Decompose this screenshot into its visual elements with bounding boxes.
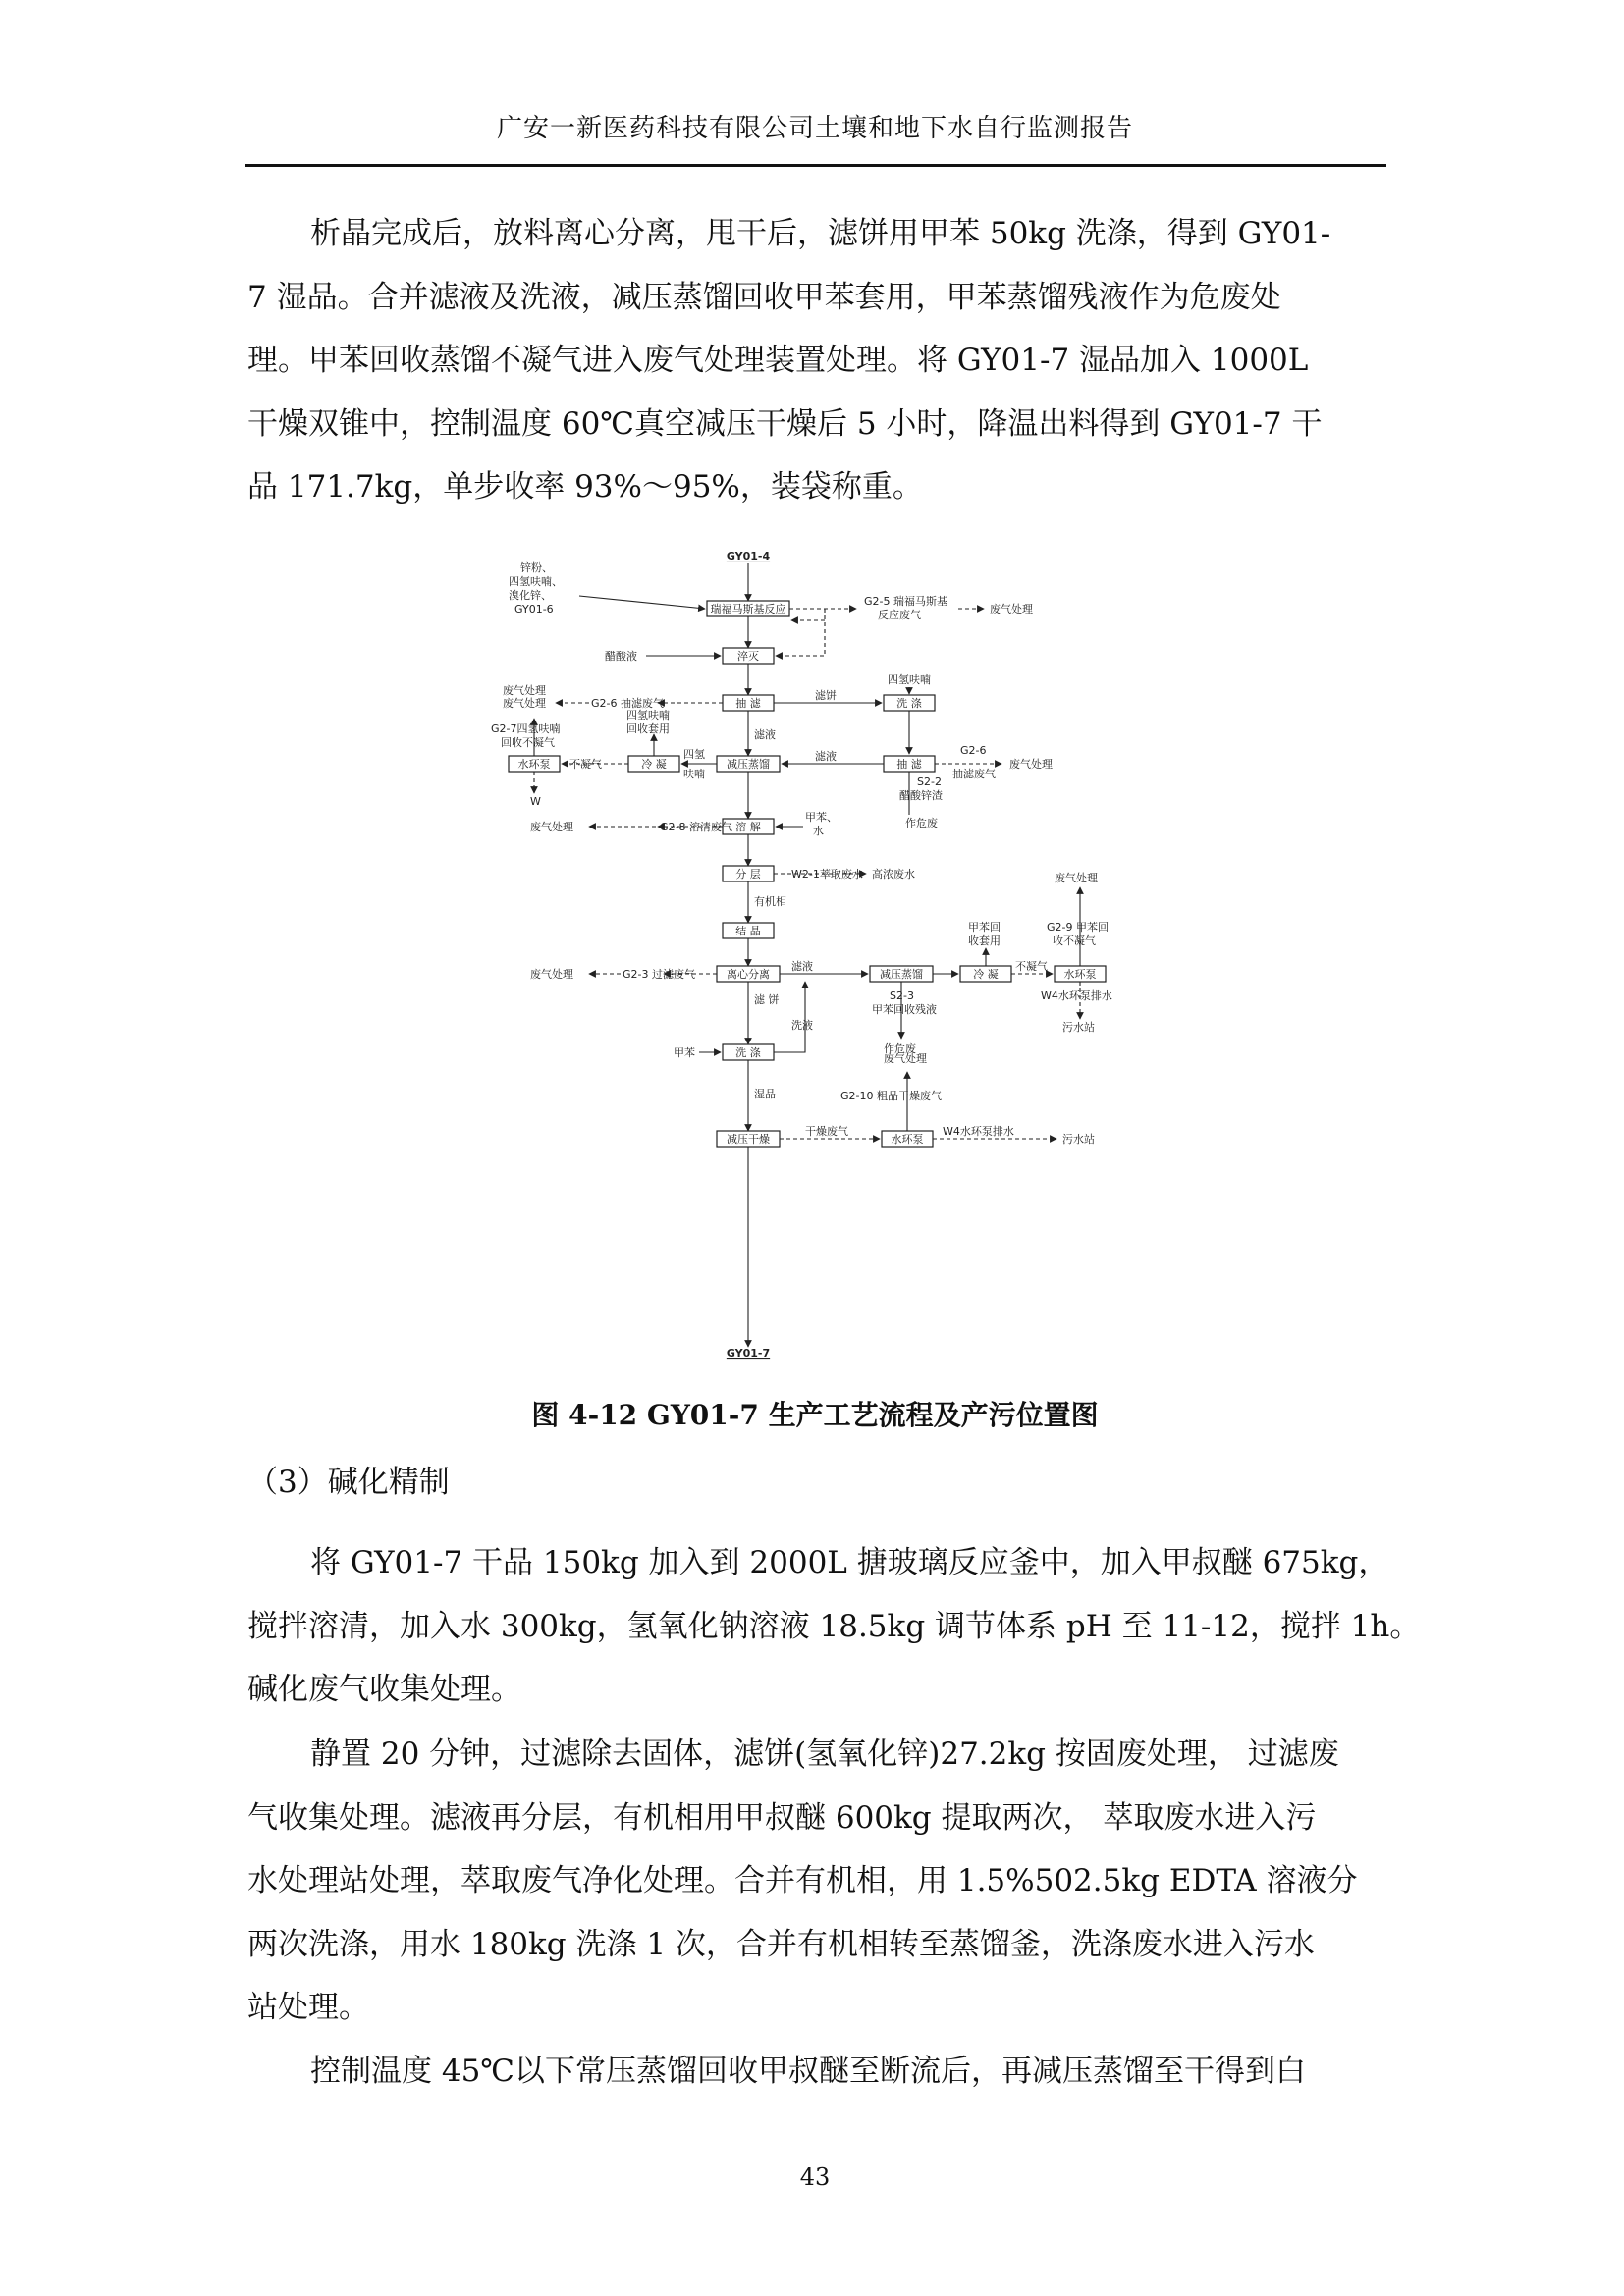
svg-text:结 晶: 结 晶 <box>735 925 761 937</box>
label-inputs: GY01-6 <box>514 603 554 615</box>
label-g26b: 抽滤废气 <box>952 768 996 780</box>
box-reformatsky <box>707 601 789 616</box>
text-line: 将 GY01-7 干品 150kg 加入到 2000L 搪玻璃反应釜中，加入甲叔醚 675kg， <box>310 1545 1389 1580</box>
box-filter-1 <box>723 695 774 711</box>
label-g25: G2-5 瑞福马斯基 <box>864 595 947 608</box>
label-waste-gas: 废气处理 <box>530 968 573 981</box>
text-line: 水处理站处理，萃取废气净化处理。合并有机相，用 1.5%502.5kg EDTA 溶液分 <box>247 1863 1358 1898</box>
label-dry-gas: 干燥废气 <box>805 1125 848 1138</box>
svg-text:抽 滤: 抽 滤 <box>735 697 761 710</box>
label-thf: 呋喃 <box>683 768 705 780</box>
paragraph-3 <box>247 1723 1386 2040</box>
label-wash-liquid: 洗液 <box>791 1019 813 1032</box>
label-s23: 作危废 <box>884 1042 916 1055</box>
paragraph-1 <box>247 202 1386 519</box>
text-line: 控制温度 45℃以下常压蒸馏回收甲叔醚至断流后，再减压蒸馏至干得到白 <box>310 2054 1306 2089</box>
label-g29: 收不凝气 <box>1053 934 1096 947</box>
label-toluene-water: 甲苯、 <box>805 811 838 824</box>
box-pump-3 <box>882 1131 933 1147</box>
label-sewage: 污水站 <box>1062 1133 1095 1146</box>
label-waste-gas: 废气处理 <box>1009 758 1053 771</box>
label-g210: G2-10 粗品干燥废气 <box>840 1090 942 1102</box>
label-waste-gas: 废气处理 <box>990 603 1033 615</box>
label-sewage: 污水站 <box>1062 1021 1095 1034</box>
label-g23: G2-3 过滤废气 <box>623 968 695 981</box>
box-wash-1 <box>884 695 935 711</box>
label-toluene: 甲苯 <box>674 1046 695 1059</box>
label-waste-gas: 废气处理 <box>503 684 546 697</box>
text-line: 静置 20 分钟，过滤除去固体，滤饼(氢氧化锌)27.2kg 按固废处理， 过滤废 <box>310 1736 1339 1772</box>
box-quench <box>723 648 774 664</box>
label-w4: W4水环泵排水 <box>1041 989 1112 1002</box>
label-thf-recycle: 四氢呋喃 <box>626 709 670 721</box>
label-g26: G2-6 抽滤废气 <box>591 697 664 710</box>
label-waste-gas: 废气处理 <box>503 697 546 710</box>
label-toluene-recycle: 收套用 <box>968 934 1001 947</box>
svg-text:减压蒸馏: 减压蒸馏 <box>727 758 770 771</box>
text-line: 干燥双锥中，控制温度 60℃真空减压干燥后 5 小时，降温出料得到 GY01-7 干 <box>247 405 1323 442</box>
page-number: 43 <box>799 2163 831 2191</box>
label-g27: 回收不凝气 <box>501 736 555 749</box>
box-centrifuge <box>717 966 780 982</box>
label-waste-gas: 废气处理 <box>530 821 573 833</box>
svg-text:洗 涤: 洗 涤 <box>896 697 922 710</box>
figure-caption: 图 4-12 GY01-7 生产工艺流程及产污位置图 <box>531 1399 1099 1431</box>
label-waste-gas: 废气处理 <box>884 1052 927 1065</box>
label-acetic: 醋酸液 <box>605 650 637 663</box>
box-crystal <box>723 923 774 938</box>
svg-text:水环泵: 水环泵 <box>891 1133 924 1146</box>
text-line: 两次洗涤，用水 180kg 洗涤 1 次，合并有机相转至蒸馏釜，洗涤废水进入污水 <box>247 1926 1315 1962</box>
svg-text:溶 解: 溶 解 <box>735 821 761 833</box>
box-pump-2 <box>1055 966 1106 982</box>
svg-text:离心分离: 离心分离 <box>727 968 770 981</box>
label-toluene-water: 水 <box>813 825 824 837</box>
label-g27: G2-7四氢呋喃 <box>491 722 561 735</box>
label-toluene-recycle: 甲苯回 <box>968 921 1001 934</box>
label-inputs: 溴化锌、 <box>509 589 552 602</box>
text-line: 气收集处理。滤液再分层，有机相用甲叔醚 600kg 提取两次， 萃取废水进入污 <box>247 1799 1317 1836</box>
paragraph-2 <box>247 1531 1421 1722</box>
text-line: 站处理。 <box>247 1990 369 2025</box>
text-line: 理。甲苯回收蒸馏不凝气进入废气处理装置处理。将 GY01-7 湿品加入 1000L <box>247 343 1309 378</box>
label-g25: 反应废气 <box>878 609 921 621</box>
label-wet-product: 湿品 <box>754 1088 776 1100</box>
box-condense-2 <box>960 966 1011 982</box>
label-filtrate: 滤液 <box>791 960 813 973</box>
svg-text:减压蒸馏: 减压蒸馏 <box>880 968 923 981</box>
label-thf: 四氢 <box>683 748 705 761</box>
label-organic: 有机相 <box>754 895 786 908</box>
label-s22: 醋酸锌渣 <box>899 789 943 802</box>
box-wash-2 <box>723 1044 774 1060</box>
label-s23: 甲苯回收残液 <box>872 1003 937 1016</box>
label-inputs: 四氢呋喃、 <box>509 575 563 588</box>
section-heading: （3）碱化精制 <box>247 1465 450 1500</box>
label-filtrate: 滤液 <box>754 728 776 741</box>
label-s22: 作危废 <box>905 817 938 829</box>
svg-text:水环泵: 水环泵 <box>517 758 551 771</box>
box-vacdry <box>717 1131 780 1147</box>
label-waste-gas: 废气处理 <box>1055 872 1098 884</box>
text-line: 碱化废气收集处理。 <box>247 1672 521 1707</box>
label-noncondensable: 不凝气 <box>1015 960 1048 973</box>
text-line: 搅拌溶清，加入水 300kg，氢氧化钠溶液 18.5kg 调节体系 pH 至 11-12，搅拌 1h。 <box>247 1608 1421 1644</box>
svg-text:瑞福马斯基反应: 瑞福马斯基反应 <box>710 603 786 615</box>
box-vacdist-1 <box>717 756 780 772</box>
svg-text:抽 滤: 抽 滤 <box>896 758 922 771</box>
text-line: 品 171.7kg，单步收率 93%～95%，装袋称重。 <box>247 469 923 505</box>
end-label: GY01-7 <box>726 1347 771 1360</box>
label-cake: 滤 饼 <box>754 993 780 1006</box>
label-noncondensable: 不凝气 <box>569 758 602 771</box>
start-label: GY01-4 <box>726 550 771 562</box>
box-filter-2 <box>884 756 935 772</box>
label-s22: S2-2 <box>917 775 942 788</box>
page-header: 广安一新医药科技有限公司土壤和地下水自行监测报告 <box>496 114 1133 143</box>
label-s23: S2-3 <box>890 989 914 1002</box>
label-w4: W4水环泵排水 <box>943 1125 1014 1138</box>
header-rule <box>245 164 1386 167</box>
label-thf-recycle: 回收套用 <box>626 722 670 735</box>
label-w21: W2-1萃取废水 <box>791 868 863 881</box>
box-vacdist-2 <box>870 966 933 982</box>
svg-text:减压干燥: 减压干燥 <box>727 1133 770 1146</box>
process-flow-diagram <box>481 542 1149 1366</box>
svg-text:冷 凝: 冷 凝 <box>641 758 667 771</box>
text-line: 析晶完成后，放料离心分离，甩干后，滤饼用甲苯 50kg 洗涤，得到 GY01- <box>310 216 1331 251</box>
paragraph-4 <box>247 2040 1386 2104</box>
box-condense-1 <box>628 756 679 772</box>
svg-text:洗 涤: 洗 涤 <box>735 1046 761 1059</box>
svg-text:冷 凝: 冷 凝 <box>973 968 999 981</box>
text-line: 7 湿品。合并滤液及洗液，减压蒸馏回收甲苯套用，甲苯蒸馏残液作为危废处 <box>247 279 1281 315</box>
label-g29: G2-9 甲苯回 <box>1047 921 1109 934</box>
label-g26b: G2-6 <box>960 744 987 757</box>
label-inputs: 锌粉、 <box>520 561 553 574</box>
box-pump-1 <box>509 756 560 772</box>
label-filtrate: 滤液 <box>815 750 837 763</box>
box-layer <box>723 866 774 881</box>
label-g28: G2-8 溶清废气 <box>660 821 732 833</box>
svg-text:分 层: 分 层 <box>735 868 761 881</box>
svg-text:淬灭: 淬灭 <box>737 650 759 663</box>
label-high-conc: 高浓废水 <box>872 868 915 881</box>
label-cake: 滤饼 <box>815 689 837 702</box>
label-w: W <box>530 795 541 808</box>
svg-text:水环泵: 水环泵 <box>1063 968 1097 981</box>
label-thf: 四氢呋喃 <box>888 673 931 686</box>
